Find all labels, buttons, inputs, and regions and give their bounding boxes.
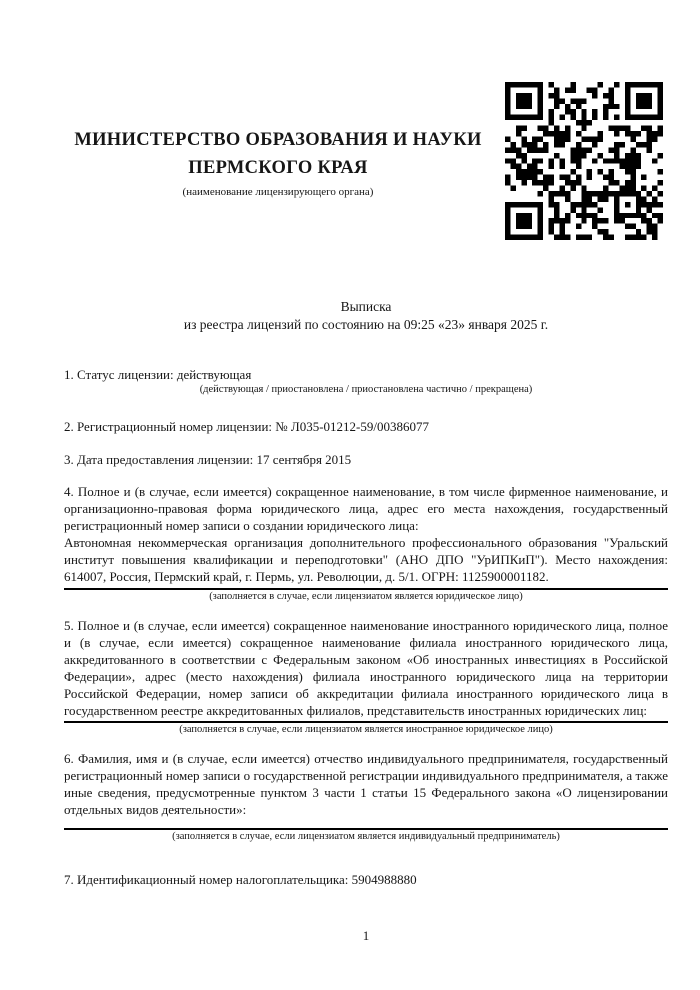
- item-2-text: 2. Регистрационный номер лицензии: № Л035-01212-59/00386077: [64, 419, 430, 434]
- item-license-grant-date: [64, 451, 668, 468]
- item-registration-number: [64, 418, 668, 435]
- authority-name-line1: МИНИСТЕРСТВО ОБРАЗОВАНИЯ И НАУКИ: [74, 130, 482, 150]
- licensing-authority-block: [64, 126, 492, 199]
- item-1-text: 1. Статус лицензии: действующая: [64, 367, 252, 382]
- item-foreign-entity-details: [64, 617, 668, 736]
- item-legal-entity-details: [64, 483, 668, 603]
- item-5-caption: (заполняется в случае, если лицензиатом является иностранное юридическое лицо): [179, 724, 553, 735]
- document-title-line1: Выписка: [340, 299, 392, 314]
- document-title-line2: из реестра лицензий по состоянию на 09:25 «23» января 2025 г.: [183, 317, 549, 332]
- item-4-caption: (заполняется в случае, если лицензиатом является юридическое лицо): [209, 591, 523, 602]
- item-3-text: 3. Дата предоставления лицензии: 17 сентября 2015: [64, 452, 352, 467]
- item-5-text: 5. Полное и (в случае, если имеется) сокращенное наименование иностранного юридического лица, полное и (в случае, если имеется) сокращенное наименование филиала иностранного юридического лица, аккредитованного в соответствии с Федеральным законом «Об иностранных инвестициях в Российской Федерации», адрес (место нахождения) филиала иностранного юридического лица на территории Российской Федерации, номер записи об аккредитации филиала иностранного юридического лица в государственном реестре аккредитованных филиалов, представительств иностранных юридических лиц:: [64, 618, 668, 718]
- authority-name-line2: ПЕРМСКОГО КРАЯ: [188, 158, 368, 178]
- page-number: 1: [362, 928, 370, 943]
- qr-code-image: [505, 82, 663, 240]
- item-individual-entrepreneur-details: [64, 750, 668, 843]
- item-4-text: 4. Полное и (в случае, если имеется) сокращенное наименование, в том числе фирменное наименование, и организационно-правовая форма юридического лица, адрес его места нахождения, государственный регистрационный номер записи о создании юридического лица:: [64, 484, 668, 533]
- document-title: [64, 298, 668, 334]
- authority-caption: (наименование лицензирующего органа): [182, 186, 374, 198]
- item-6-text: 6. Фамилия, имя и (в случае, если имеется) отчество индивидуального предпринимателя, государственный регистрационный номер записи о государственной регистрации индивидуального предпринимателя, а также иные сведения, предусмотренные пунктом 3 части 1 статьи 15 Федерального закона «О лицензировании отдельных видов деятельности»:: [64, 751, 668, 817]
- item-taxpayer-id: [64, 871, 668, 888]
- document-body: [64, 366, 668, 888]
- item-7-text: 7. Идентификационный номер налогоплательщика: 5904988880: [64, 872, 417, 887]
- item-1-caption: (действующая / приостановлена / приостановлена частично / прекращена): [199, 384, 533, 395]
- item-license-status: [64, 366, 668, 396]
- item-4-answer: Автономная некоммерческая организация дополнительного профессионального образования "Уральский институт повышения квалификации и переподготовки" (АНО ДПО "УрИПКиП"). Место нахождения: 614007, Россия, Пермский край, г. Пермь, ул. Революции, д. 5/1. ОГРН: 1125900001182.: [64, 534, 668, 590]
- item-6-caption: (заполняется в случае, если лицензиатом является индивидуальный предприниматель): [172, 831, 560, 842]
